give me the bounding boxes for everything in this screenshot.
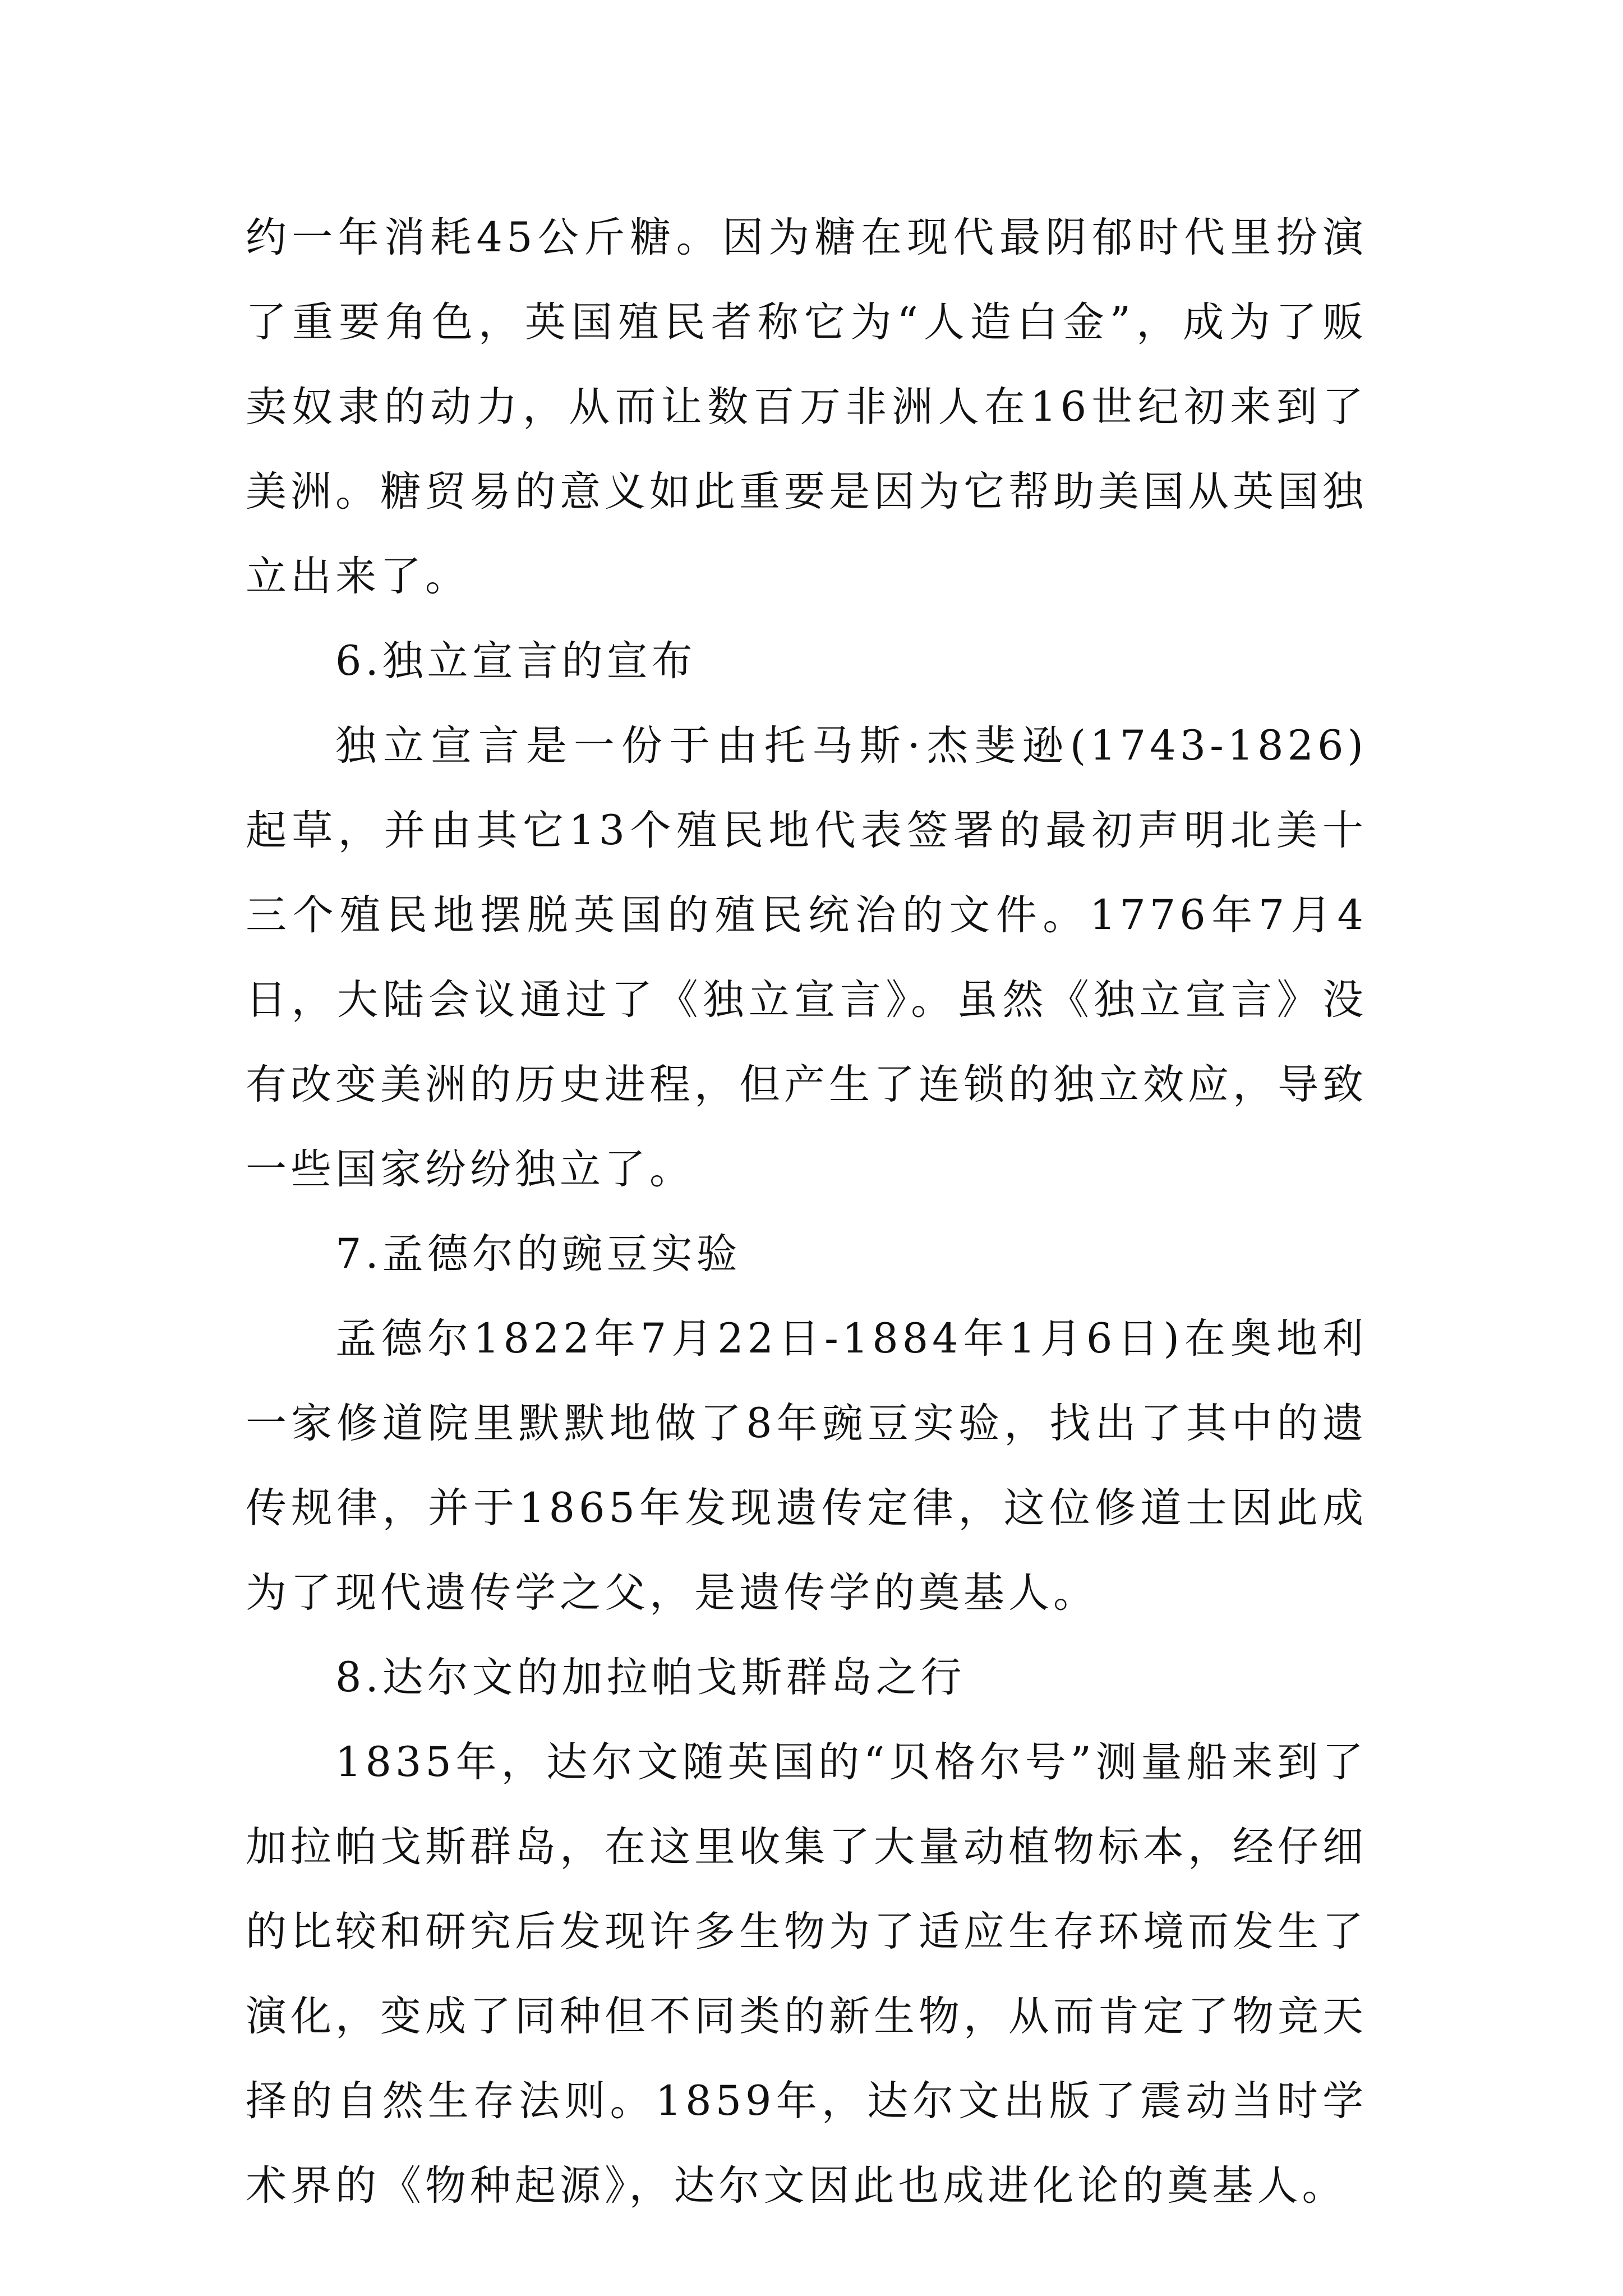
- paragraph-sugar-trade: 约一年消耗45公斤糖。因为糖在现代最阴郁时代里扮演了重要角色，英国殖民者称它为“人造白金”，成为了贩卖奴隶的动力，从而让数百万非洲人在16世纪初来到了美洲。糖贸易的意义如此重要是因为它帮助美国从英国独立出来了。: [246, 214, 1367, 600]
- paragraph-darwin-galapagos: 1835年，达尔文随英国的“贝格尔号”测量船来到了加拉帕戈斯群岛，在这里收集了大量动植物标本，经仔细的比较和研究后发现许多生物为了适应生存环境而发生了演化，变成了同种但不同类的新生物，从而肯定了物竞天择的自然生存法则。1859年，达尔文出版了震动当时学术界的《物种起源》，达尔文因此也成进化论的奠基人。: [246, 1738, 1367, 2210]
- paragraph-declaration-of-independence: 独立宣言是一份于由托马斯·杰斐逊(1743-1826)起草，并由其它13个殖民地代表签署的最初声明北美十三个殖民地摆脱英国的殖民统治的文件。1776年7月4日，大陆会议通过了《独立宣言》。虽然《独立宣言》没有改变美洲的历史进程，但产生了连锁的独立效应，导致一些国家纷纷独立了。: [246, 722, 1367, 1193]
- paragraph-mendel-pea-experiment: 孟德尔1822年7月22日-1884年1月6日)在奥地利一家修道院里默默地做了8年豌豆实验，找出了其中的遗传规律，并于1865年发现遗传定律，这位修道士因此成为了现代遗传学之父，是遗传学的奠基人。: [246, 1315, 1367, 1617]
- document-body: [246, 195, 1367, 2228]
- heading-declaration-of-independence: 6.独立宣言的宣布: [335, 637, 697, 685]
- heading-darwin-galapagos: 8.达尔文的加拉帕戈斯群岛之行: [335, 1654, 966, 1701]
- heading-mendel-pea-experiment: 7.孟德尔的豌豆实验: [335, 1230, 741, 1278]
